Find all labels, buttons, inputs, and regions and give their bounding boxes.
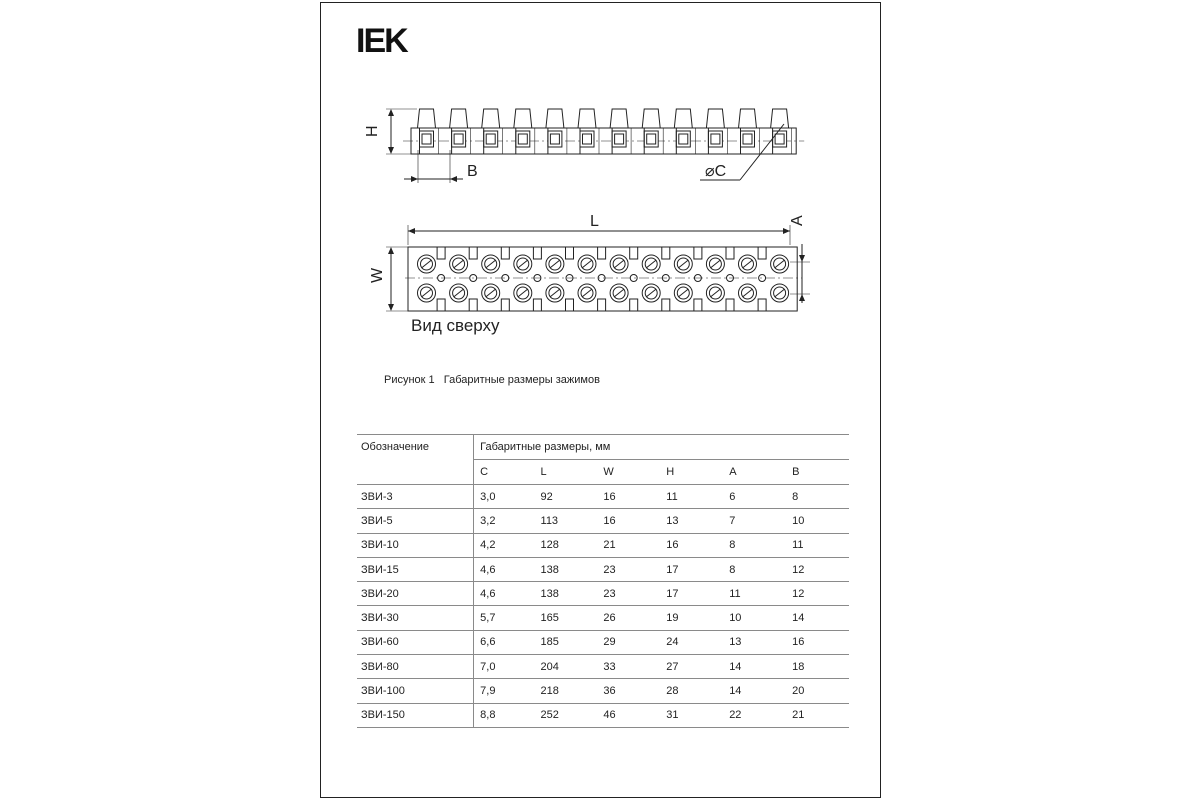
arrow xyxy=(799,255,805,262)
terminal-cap xyxy=(546,109,564,128)
screw-slot xyxy=(614,289,624,297)
table-row xyxy=(357,485,849,509)
row-designation: ЗВИ-10 xyxy=(357,533,474,557)
cell-w: 16 xyxy=(597,485,660,509)
screw-slot xyxy=(743,289,753,297)
cell-l: 252 xyxy=(535,703,598,727)
cell-w: 33 xyxy=(597,655,660,679)
terminal-cap xyxy=(418,109,436,128)
screw-slot xyxy=(614,260,624,268)
cell-h: 13 xyxy=(660,509,723,533)
terminal-cap xyxy=(482,109,500,128)
arrow xyxy=(388,304,394,311)
cell-l: 185 xyxy=(535,630,598,654)
top-notch xyxy=(630,247,638,259)
top-notch xyxy=(469,247,477,259)
column-header-c: C xyxy=(474,460,535,485)
screw-slot xyxy=(422,289,432,297)
cell-c: 3,2 xyxy=(474,509,535,533)
screw-slot xyxy=(454,289,464,297)
screw-slot xyxy=(646,289,656,297)
bottom-notch xyxy=(533,299,541,311)
row-designation: ЗВИ-150 xyxy=(357,703,474,727)
screw-slot xyxy=(678,260,688,268)
bottom-notch xyxy=(726,299,734,311)
table-row xyxy=(357,703,849,727)
designation-header: Обозначение xyxy=(357,435,474,485)
top-notch xyxy=(662,247,670,259)
bottom-notch xyxy=(694,299,702,311)
column-header-l: L xyxy=(535,460,598,485)
screw-slot xyxy=(550,260,560,268)
top-notch xyxy=(598,247,606,259)
top-notch xyxy=(758,247,766,259)
cell-c: 5,7 xyxy=(474,606,535,630)
cell-h: 19 xyxy=(660,606,723,630)
column-header-a: A xyxy=(723,460,786,485)
row-designation: ЗВИ-60 xyxy=(357,630,474,654)
cell-b: 16 xyxy=(786,630,849,654)
arrow xyxy=(411,176,418,182)
terminal-cap xyxy=(706,109,724,128)
cell-l: 138 xyxy=(535,557,598,581)
arrow xyxy=(450,176,457,182)
mount-hole xyxy=(759,275,766,282)
mount-hole xyxy=(630,275,637,282)
table-header-row-1 xyxy=(357,435,849,460)
row-designation: ЗВИ-5 xyxy=(357,509,474,533)
top-view-title: Вид сверху xyxy=(411,316,500,335)
cell-w: 26 xyxy=(597,606,660,630)
row-designation: ЗВИ-3 xyxy=(357,485,474,509)
bottom-notch xyxy=(501,299,509,311)
row-designation: ЗВИ-30 xyxy=(357,606,474,630)
screw-slot xyxy=(518,289,528,297)
top-notch xyxy=(437,247,445,259)
screw-slot xyxy=(678,289,688,297)
top-notch xyxy=(694,247,702,259)
cell-c: 7,9 xyxy=(474,679,535,703)
screw-slot xyxy=(486,289,496,297)
arrow xyxy=(799,294,805,301)
cell-b: 18 xyxy=(786,655,849,679)
screw-slot xyxy=(454,260,464,268)
table-row xyxy=(357,655,849,679)
cell-b: 20 xyxy=(786,679,849,703)
column-header-h: H xyxy=(660,460,723,485)
cell-b: 14 xyxy=(786,606,849,630)
cell-c: 3,0 xyxy=(474,485,535,509)
bottom-notch xyxy=(566,299,574,311)
cell-l: 113 xyxy=(535,509,598,533)
bottom-notch xyxy=(469,299,477,311)
cell-l: 204 xyxy=(535,655,598,679)
screw-slot xyxy=(646,260,656,268)
bottom-notch xyxy=(630,299,638,311)
column-header-b: B xyxy=(786,460,849,485)
cell-b: 11 xyxy=(786,533,849,557)
cell-w: 16 xyxy=(597,509,660,533)
screw-slot xyxy=(710,289,720,297)
cell-b: 10 xyxy=(786,509,849,533)
screw-slot xyxy=(582,289,592,297)
cell-b: 12 xyxy=(786,557,849,581)
cell-a: 14 xyxy=(723,679,786,703)
cell-l: 128 xyxy=(535,533,598,557)
screw-slot xyxy=(710,260,720,268)
screw-slot xyxy=(550,289,560,297)
dim-label-w: W xyxy=(369,267,386,283)
cell-c: 4,2 xyxy=(474,533,535,557)
bottom-notch xyxy=(598,299,606,311)
cell-h: 11 xyxy=(660,485,723,509)
terminal-cap xyxy=(578,109,596,128)
terminal-cap xyxy=(674,109,692,128)
cell-b: 12 xyxy=(786,582,849,606)
cell-a: 10 xyxy=(723,606,786,630)
screw-slot xyxy=(518,260,528,268)
bottom-notch xyxy=(758,299,766,311)
table-row xyxy=(357,630,849,654)
cell-w: 36 xyxy=(597,679,660,703)
cell-h: 17 xyxy=(660,582,723,606)
cell-c: 6,6 xyxy=(474,630,535,654)
cell-b: 21 xyxy=(786,703,849,727)
top-view xyxy=(405,247,802,311)
row-designation: ЗВИ-15 xyxy=(357,557,474,581)
screw-slot xyxy=(486,260,496,268)
dimensions-table xyxy=(357,434,849,728)
cell-h: 17 xyxy=(660,557,723,581)
cell-h: 31 xyxy=(660,703,723,727)
cell-a: 22 xyxy=(723,703,786,727)
cell-a: 8 xyxy=(723,533,786,557)
cell-a: 13 xyxy=(723,630,786,654)
cell-w: 23 xyxy=(597,557,660,581)
cell-h: 28 xyxy=(660,679,723,703)
cell-h: 24 xyxy=(660,630,723,654)
cell-l: 92 xyxy=(535,485,598,509)
top-notch xyxy=(566,247,574,259)
cell-w: 23 xyxy=(597,582,660,606)
table-row xyxy=(357,679,849,703)
column-header-w: W xyxy=(597,460,660,485)
table-row xyxy=(357,557,849,581)
cell-h: 27 xyxy=(660,655,723,679)
cell-a: 14 xyxy=(723,655,786,679)
table-row xyxy=(357,606,849,630)
cell-a: 7 xyxy=(723,509,786,533)
screw-slot xyxy=(422,260,432,268)
terminal-cap xyxy=(450,109,468,128)
cell-w: 21 xyxy=(597,533,660,557)
cell-w: 29 xyxy=(597,630,660,654)
cell-c: 4,6 xyxy=(474,557,535,581)
cell-b: 8 xyxy=(786,485,849,509)
cell-c: 7,0 xyxy=(474,655,535,679)
bottom-notch xyxy=(437,299,445,311)
cell-a: 6 xyxy=(723,485,786,509)
cell-c: 4,6 xyxy=(474,582,535,606)
terminal-cap xyxy=(739,109,757,128)
group-header: Габаритные размеры, мм xyxy=(474,435,849,460)
screw-slot xyxy=(582,260,592,268)
arrow xyxy=(408,228,415,234)
arrow xyxy=(388,147,394,154)
row-designation: ЗВИ-20 xyxy=(357,582,474,606)
arrow xyxy=(388,247,394,254)
dim-label-a: A xyxy=(789,215,806,226)
dim-label-c: ⌀C xyxy=(705,163,727,180)
cell-h: 16 xyxy=(660,533,723,557)
top-notch xyxy=(501,247,509,259)
terminal-cap xyxy=(642,109,660,128)
screw-slot xyxy=(743,260,753,268)
side-view xyxy=(403,109,804,154)
table-row xyxy=(357,533,849,557)
terminal-cap xyxy=(514,109,532,128)
figure-number: Рисунок 1 xyxy=(384,374,435,386)
table-row xyxy=(357,509,849,533)
dim-label-h: H xyxy=(364,125,381,137)
figure-caption-text: Габаритные размеры зажимов xyxy=(443,374,600,386)
terminal-cap xyxy=(610,109,628,128)
dim-label-l: L xyxy=(590,213,599,230)
bottom-notch xyxy=(662,299,670,311)
dim-label-b: B xyxy=(467,163,478,180)
cell-l: 165 xyxy=(535,606,598,630)
top-notch xyxy=(533,247,541,259)
table-row xyxy=(357,582,849,606)
arrow xyxy=(783,228,790,234)
terminal-cap xyxy=(771,109,789,128)
screw-slot xyxy=(775,289,785,297)
screw-slot xyxy=(775,260,785,268)
top-notch xyxy=(726,247,734,259)
arrow xyxy=(388,109,394,116)
cell-w: 46 xyxy=(597,703,660,727)
cell-c: 8,8 xyxy=(474,703,535,727)
row-designation: ЗВИ-100 xyxy=(357,679,474,703)
figure-caption xyxy=(384,374,600,386)
cell-l: 218 xyxy=(535,679,598,703)
iek-logo: IEK xyxy=(356,22,407,60)
cell-a: 11 xyxy=(723,582,786,606)
cell-l: 138 xyxy=(535,582,598,606)
cell-a: 8 xyxy=(723,557,786,581)
row-designation: ЗВИ-80 xyxy=(357,655,474,679)
